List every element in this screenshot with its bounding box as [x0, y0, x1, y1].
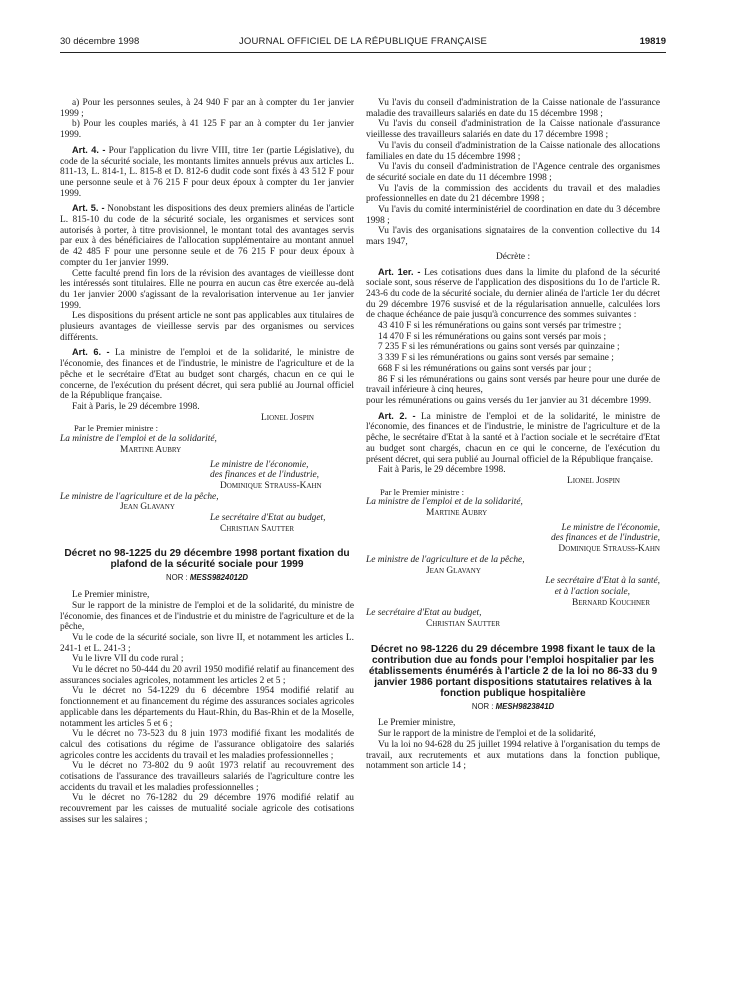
article-label: Art. 4. - — [72, 144, 106, 155]
paragraph: Vu l'avis de la commission des accidents du travail et des maladies professionnelles en date du 21 décembre 1998 ; — [366, 183, 660, 205]
article-2: Art. 2. - La ministre de l'emploi et de la solidarité, le ministre de l'économie, des finances et de l'industrie, le ministre de l'agriculture et de la pêche, le secrétaire d'Etat à la santé et à l'action sociale et le secrétaire d'Etat au budget sont chargés, chacun en ce qui le concerne, de l'exécution du présent décret, qui sera publié au Journal officiel de la République française. — [366, 410, 660, 465]
amount-line: 3 339 F si les rémunérations ou gains sont versés par semaine ; — [378, 353, 614, 364]
left-column — [60, 98, 354, 826]
article-label: Art. 1er. - — [378, 266, 421, 277]
header-date: 30 décembre 1998 — [60, 36, 140, 47]
amount-line: 7 235 F si les rémunérations ou gains sont versés par quinzaine ; — [378, 342, 620, 353]
amount-line: 668 F si les rémunérations ou gains sont versés par jour ; — [378, 363, 592, 374]
paragraph: a) Pour les personnes seules, à 24 940 F par an à compter du 1er janvier 1999 ; — [60, 98, 354, 119]
decree-title: Décret no 98-1226 du 29 décembre 1998 fixant le taux de la contribution due au fonds pour l'emploi hospitalier par les établissements énumérés à l'article 2 de la loi no 86-33 du 9 janvier 1986 portant dispositions statutaires relatives à la fonction publique hospitalière — [368, 643, 658, 699]
minister-title: des finances et de l'industrie, — [210, 470, 320, 481]
paragraph: Les dispositions du présent article ne sont pas applicables aux titulaires de plusieurs avantages de vieillesse servis par des organismes ou services différents. — [60, 311, 354, 343]
paragraph: Vu le décret no 50-444 du 20 avril 1950 modifié relatif au financement des assurances sociales agricoles, notamment les articles 2 et 5 ; — [60, 665, 354, 686]
paragraph: Vu l'avis du conseil d'administration de la Caisse nationale des allocations familiales en date du 15 décembre 1998 ; — [366, 140, 660, 162]
paragraph: Vu la loi no 94-628 du 25 juillet 1994 relative à l'organisation du temps de travail, aux recrutements et aux mutations dans la fonction publique, notamment son article 14 ; — [366, 739, 660, 772]
minister-title: Le ministre de l'agriculture et de la pêche, — [366, 554, 525, 565]
page-header — [60, 36, 666, 50]
minister-title: Le ministre de l'économie, — [210, 459, 309, 470]
minister-title: Le secrétaire d'Etat au budget, — [366, 608, 482, 619]
paragraph: Vu le décret no 76-1282 du 29 décembre 1976 modifié relatif au recouvrement par les caisses de mutualité sociale agricole des cotisations assises sur les salaires ; — [60, 793, 354, 825]
paragraph: Vu l'avis du conseil d'administration de la Caisse nationale d'assurance vieillesse des travailleurs salariés en date du 17 décembre 1998 ; — [366, 119, 660, 141]
signature: Jean Glavany — [426, 565, 481, 576]
article-1: Art. 1er. - Les cotisations dues dans la limite du plafond de la sécurité sociale sont, sous réserve de l'application des dispositions du 1o de l'article R. 243-6 du code de la sécurité sociale, du dernier alinéa de l'article 1er du décret du 29 décembre 1976 susvisé et de la régularisation annuelle, calculées lors de chaque échéance de paie jusqu'à concurrence des sommes suivantes : — [366, 266, 660, 321]
date-line: Fait à Paris, le 29 décembre 1998. — [378, 465, 506, 476]
signature: Jean Glavany — [120, 502, 175, 513]
header-rule — [60, 52, 666, 53]
minister-title: des finances et de l'industrie, — [550, 533, 660, 544]
signature: Martine Aubry — [120, 444, 182, 455]
par-line: Par le Premier ministre : — [380, 486, 465, 497]
par-line: Par le Premier ministre : — [74, 423, 159, 434]
paragraph: Le Premier ministre, — [72, 590, 150, 601]
minister-title: Le secrétaire d'Etat au budget, — [210, 513, 326, 524]
signature: Dominique Strauss-Kahn — [558, 544, 660, 555]
amount-line: 43 410 F si les rémunérations ou gains sont versés par trimestre ; — [378, 321, 622, 332]
paragraph: Vu l'avis du comité interministériel de coordination en date du 3 décembre 1998 ; — [366, 205, 660, 226]
article-label: Art. 6. - — [72, 347, 110, 358]
signature: Dominique Strauss-Kahn — [220, 480, 322, 491]
signature: Lionel Jospin — [261, 412, 314, 423]
minister-title: La ministre de l'emploi et de la solidarité, — [366, 497, 523, 508]
signature: Christian Sautter — [426, 619, 501, 630]
minister-title: Le secrétaire d'Etat à la santé, — [545, 576, 660, 587]
right-column — [366, 98, 660, 772]
paragraph: Le Premier ministre, — [378, 718, 456, 729]
paragraph: Vu l'avis du conseil d'administration de l'Agence centrale des organismes de sécurité sociale en date du 11 décembre 1998 ; — [366, 162, 660, 183]
article-5: Art. 5. - Nonobstant les dispositions des deux premiers alinéas de l'article L. 815-10 du code de la sécurité sociale, les organismes et services sont autorisés à porter, à titre provisionnel, le montant total des avantages servis par eux à des bénéficiaires de l'allocation supplémentaire au montant annuel de 42 485 F pour une personne seule et de 76 215 F pour deux époux à compter du 1er janvier 1999. — [60, 203, 354, 268]
paragraph: Vu le livre VII du code rural ; — [72, 654, 184, 665]
decrete-heading: Décrète : — [495, 251, 531, 262]
article-label: Art. 5. - — [72, 203, 105, 214]
page-number: 19819 — [639, 36, 666, 47]
paragraph: pour les rémunérations ou gains versés du 1er janvier au 31 décembre 1999. — [366, 395, 652, 406]
nor-reference: NOR : MESS9824012D — [166, 573, 248, 583]
paragraph: Sur le rapport de la ministre de l'emploi et de la solidarité, — [378, 729, 596, 740]
decree-title: Décret no 98-1225 du 29 décembre 1998 portant fixation du plafond de la sécurité sociale pour 1999 — [64, 548, 350, 571]
minister-title: Le ministre de l'agriculture et de la pêche, — [60, 491, 219, 502]
paragraph: b) Pour les couples mariés, à 41 125 F par an à compter du 1er janvier 1999. — [60, 119, 354, 141]
journal-title: JOURNAL OFFICIEL DE LA RÉPUBLIQUE FRANÇAISE — [238, 36, 488, 47]
article-6: Art. 6. - La ministre de l'emploi et de la solidarité, le ministre de l'économie, des finances et de l'industrie, le ministre de l'agriculture et de la pêche et le secrétaire d'Etat au budget sont chargés, chacun en ce qui le concerne, de l'exécution du présent décret, qui sera publié au Journal officiel de la République française. — [60, 347, 354, 402]
minister-title: La ministre de l'emploi et de la solidarité, — [60, 434, 217, 445]
paragraph: Vu l'avis du conseil d'administration de la Caisse nationale de l'assurance maladie des travailleurs salariés en date du 15 décembre 1998 ; — [366, 98, 660, 119]
amount-line: 86 F si les rémunérations ou gains sont versés par heure pour une durée de travail inférieure à cinq heures, — [366, 374, 660, 396]
paragraph: Vu le décret no 54-1229 du 6 décembre 1954 modifié relatif au fonctionnement et au financement du régime des assurances sociales agricoles applicable dans les départements du Haut-Rhin, du Bas-Rhin et de la Moselle, notamment les articles 5 et 6 ; — [60, 686, 354, 729]
paragraph: Cette faculté prend fin lors de la révision des avantages de vieillesse dont les intéressés sont titulaires. Elle ne pourra en aucun cas être exercée au-delà du 1er janvier 2000 s'agissant de la revalorisation intervenue au 1er janvier 1999. — [60, 268, 354, 311]
signature: Martine Aubry — [426, 508, 488, 519]
article-4: Art. 4. - Pour l'application du livre VIII, titre 1er (partie Législative), du code de la sécurité sociale, les montants limites annuels prévus aux articles L. 811-13, L. 814-1, L. 815-8 et D. 812-6 dudit code sont fixés à 43 512 F pour une personne seule et à 76 215 F pour deux époux à compter du 1er janvier 1999. — [60, 144, 355, 199]
signature: Lionel Jospin — [567, 475, 620, 486]
nor-reference: NOR : MESH9823841D — [471, 701, 555, 711]
minister-title: Le ministre de l'économie, — [561, 522, 660, 533]
paragraph: Sur le rapport de la ministre de l'emploi et de la solidarité, du ministre de l'économie, des finances et de l'industrie et du ministre de l'agriculture et de la pêche, — [60, 600, 354, 633]
signature: Bernard Kouchner — [572, 597, 650, 608]
paragraph: Vu le code de la sécurité sociale, son livre II, et notamment les articles L. 241-1 et L. 241-3 ; — [60, 632, 354, 654]
signature: Christian Sautter — [220, 523, 295, 534]
minister-title: et à l'action sociale, — [554, 586, 630, 597]
paragraph: Vu le décret no 73-802 du 9 août 1973 relatif au recouvrement des cotisations de l'assurance des travailleurs salariés de l'agriculture contre les accidents du travail et les maladies professionnelles ; — [60, 761, 354, 793]
article-label: Art. 2. - — [378, 410, 416, 421]
paragraph: Vu le décret no 73-523 du 8 juin 1973 modifié fixant les modalités de calcul des cotisations du régime de l'assurance obligatoire des salariés agricoles contre les accidents du travail et les maladies professionnelles ; — [60, 729, 354, 761]
paragraph: Vu l'avis des organisations signataires de la convention collective du 14 mars 1947, — [366, 226, 660, 248]
date-line: Fait à Paris, le 29 décembre 1998. — [72, 401, 200, 412]
amount-line: 14 470 F si les rémunérations ou gains sont versés par mois ; — [378, 331, 607, 342]
